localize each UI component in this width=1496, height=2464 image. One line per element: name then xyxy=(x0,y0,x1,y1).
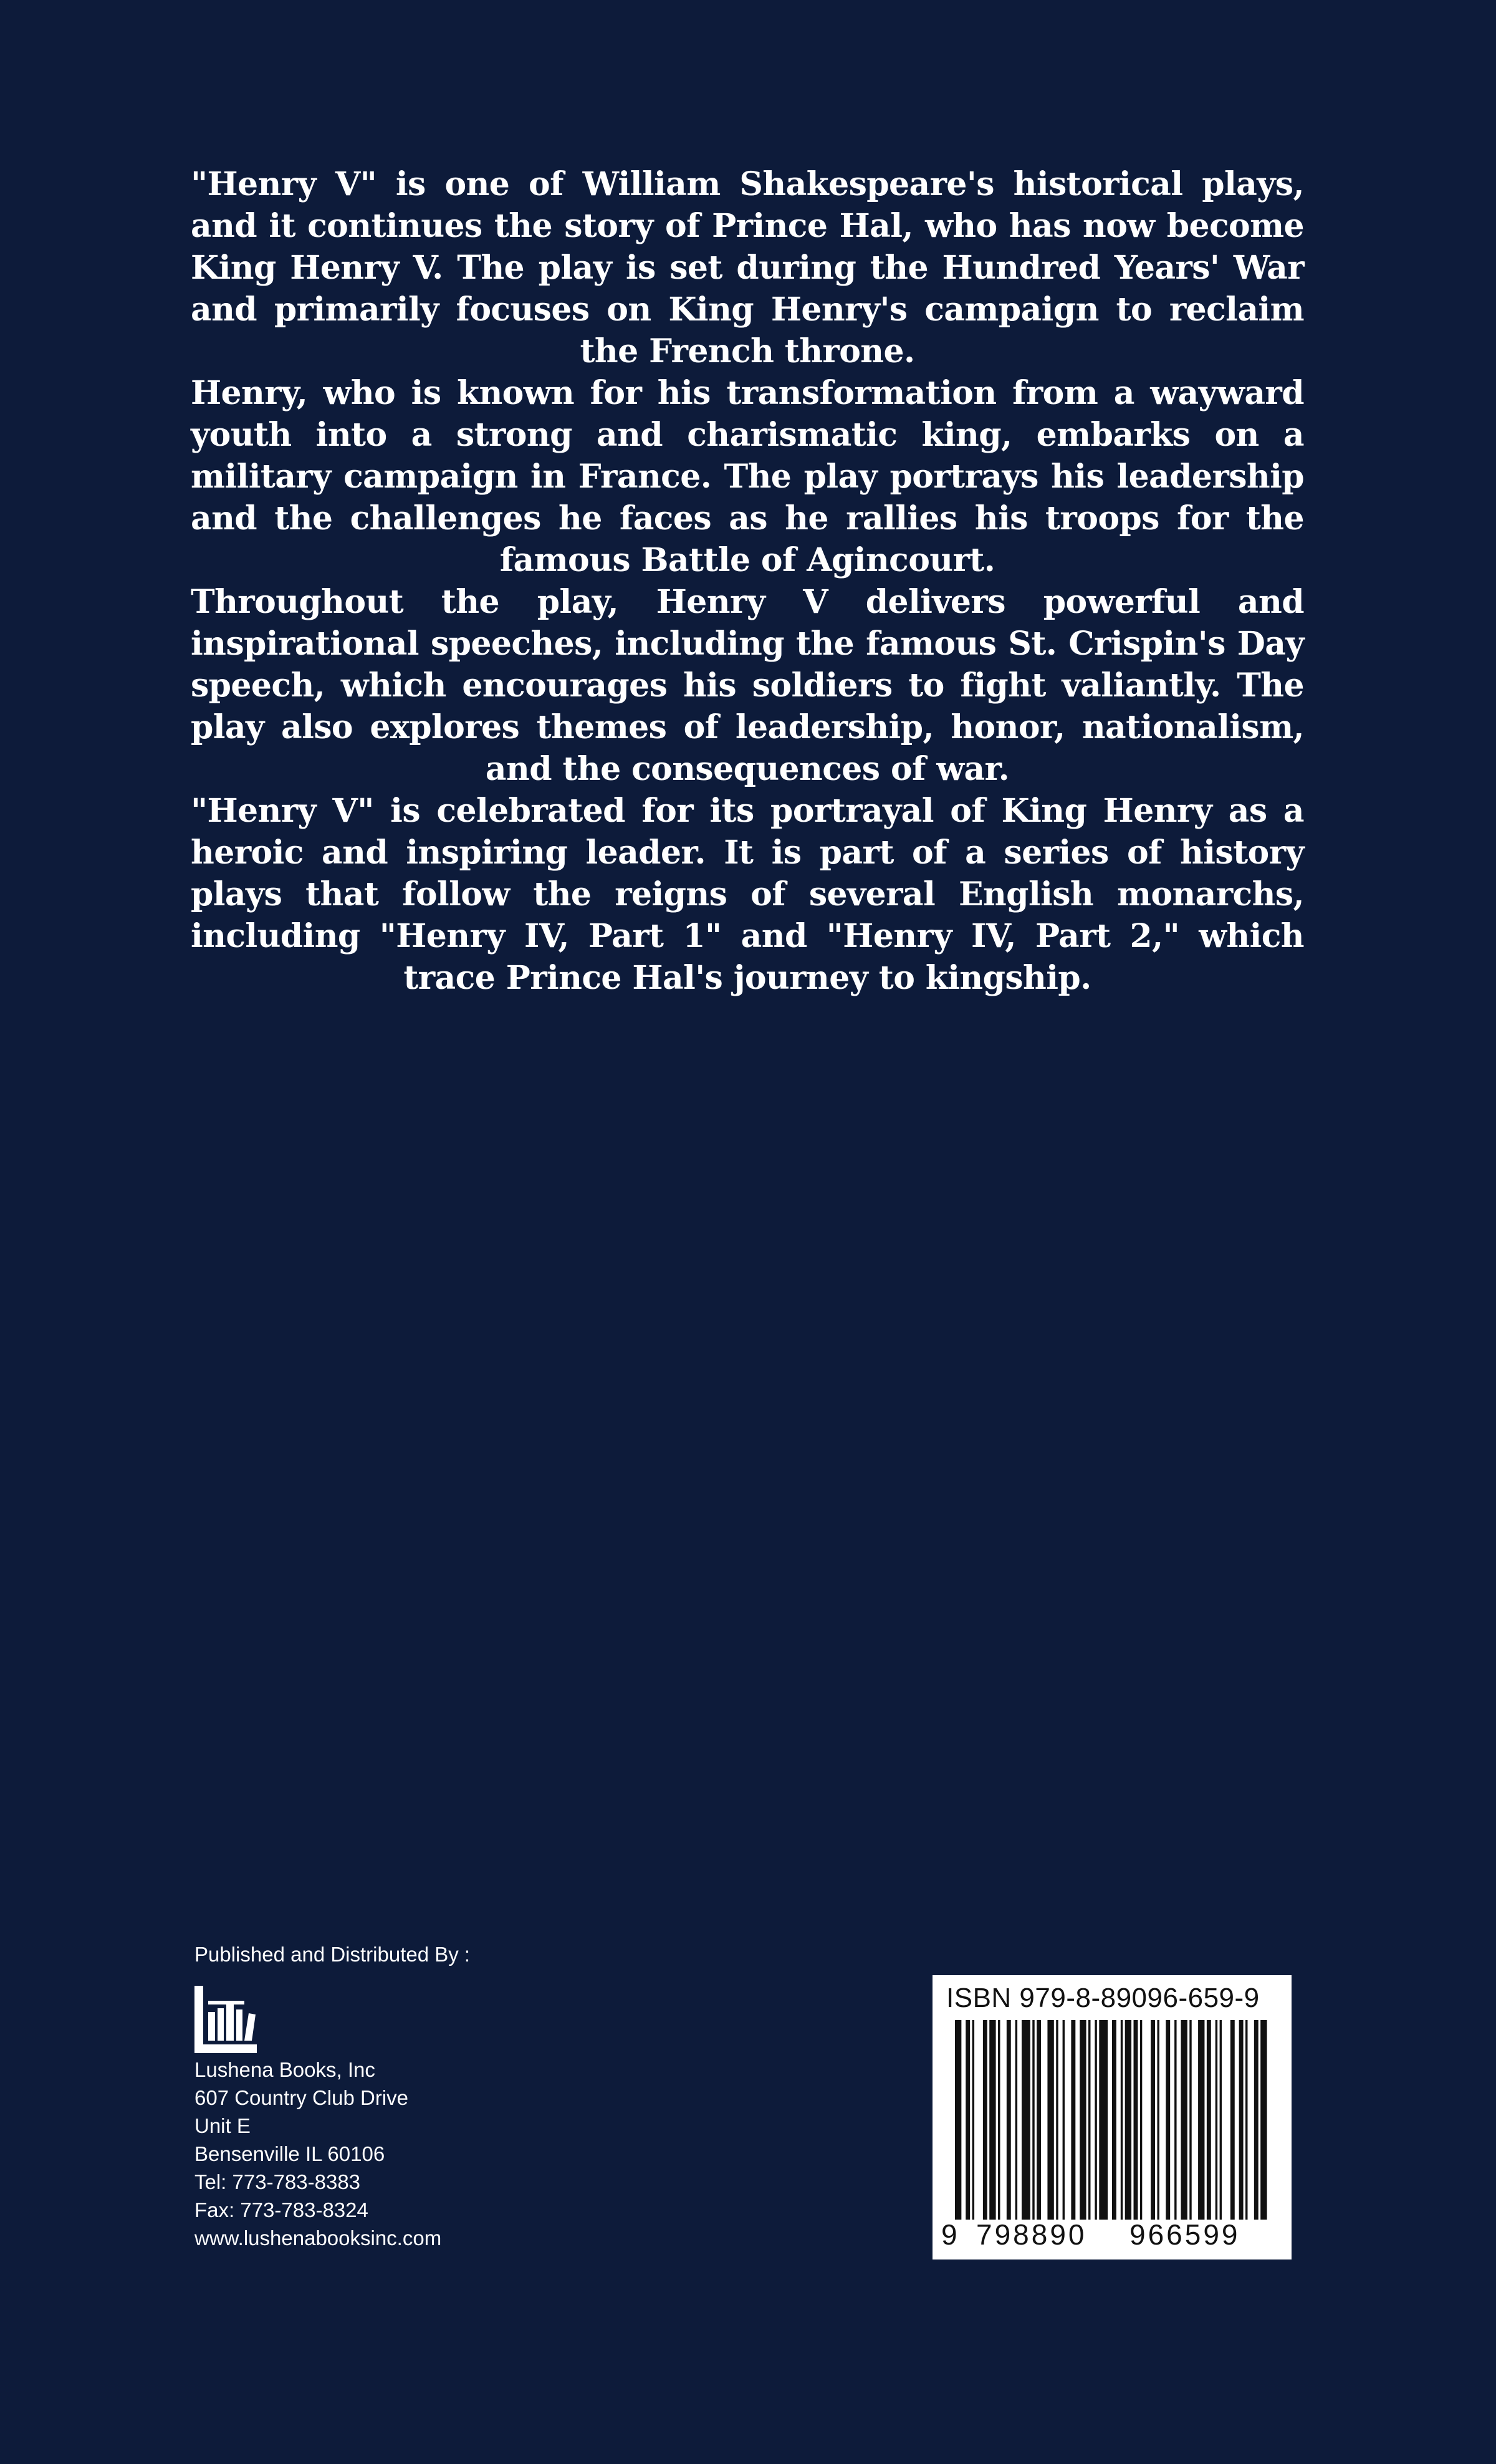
barcode-bar xyxy=(1216,2020,1217,2220)
barcode-bar xyxy=(1140,2020,1142,2220)
barcode-bar xyxy=(998,2020,1000,2220)
barcode-bar xyxy=(1099,2020,1108,2220)
publisher-address-line1: 607 Country Club Drive xyxy=(194,2086,408,2109)
barcode-bar xyxy=(1056,2020,1058,2220)
barcode-bar xyxy=(989,2020,995,2220)
publisher-city: Bensenville IL 60106 xyxy=(194,2142,385,2165)
publisher-info xyxy=(194,1940,631,2252)
barcode-bar xyxy=(1189,2020,1191,2220)
publisher-tel: Tel: 773-783-8383 xyxy=(194,2170,361,2193)
barcode-bar xyxy=(1134,2020,1138,2220)
barcode-bar xyxy=(1254,2020,1259,2220)
publisher-website: www.lushenabooksinc.com xyxy=(194,2226,442,2250)
barcode-bar xyxy=(1112,2020,1116,2220)
barcode-bar xyxy=(983,2020,987,2220)
barcode-bar xyxy=(1095,2020,1096,2220)
barcode-bar xyxy=(1080,2020,1086,2220)
barcode-bar xyxy=(1220,2020,1222,2220)
bookstack-logo-icon xyxy=(194,1986,257,2053)
barcode-digit-group-1: 798890 xyxy=(976,2218,1087,2251)
barcode-bar xyxy=(972,2020,974,2220)
blurb-paragraph-1: "Henry V" is one of William Shakespeare's historical plays, and it continues the story of Prince Hal, who has now become King Henry V. The play is set during the Hundred Years' War and primarily focuses on King Henry's campaign to reclaim the French throne. xyxy=(191,165,1304,370)
barcode-bar xyxy=(1207,2020,1211,2220)
barcode-bar xyxy=(1198,2020,1204,2220)
blurb-paragraph-4: "Henry V" is celebrated for its portrayal of King Henry as a heroic and inspiring leader. It is part of a series of history plays that follow the reigns of several English monarchs, including "Henry IV, Part 1" and "Henry IV, Part 2," which trace Prince Hal's journey to kingship. xyxy=(191,792,1304,997)
isbn-barcode-box xyxy=(933,1975,1292,2259)
barcode-bar xyxy=(1063,2020,1065,2220)
barcode-bar xyxy=(1088,2020,1090,2220)
barcode-bar xyxy=(1015,2020,1017,2220)
barcode-bar xyxy=(1230,2020,1235,2220)
barcode-bar xyxy=(1047,2020,1053,2220)
barcode-bar xyxy=(1239,2020,1244,2220)
barcode-digits xyxy=(933,2216,1292,2253)
book-blurb xyxy=(191,163,1304,999)
barcode-digit-group-2: 966599 xyxy=(1129,2218,1240,2251)
barcode-bar xyxy=(1157,2020,1159,2220)
barcode-bar xyxy=(1174,2020,1176,2220)
barcode-icon xyxy=(955,2020,1269,2220)
barcode-bar xyxy=(1071,2020,1075,2220)
blurb-paragraph-2: Henry, who is known for his transformation from a wayward youth into a strong and charismatic king, embarks on a military campaign in France. The play portrays his leadership and the challenges he faces as he rallies his troops for the famous Battle of Agincourt. xyxy=(191,374,1304,579)
barcode-bar xyxy=(1022,2020,1030,2220)
barcode-bar xyxy=(1032,2020,1034,2220)
barcode-bar xyxy=(1260,2020,1267,2220)
publisher-address-line2: Unit E xyxy=(194,2114,251,2137)
barcode-bar xyxy=(966,2020,970,2220)
publisher-fax: Fax: 773-783-8324 xyxy=(194,2198,368,2221)
publisher-heading: Published and Distributed By : xyxy=(194,1943,471,1966)
barcode-lead-digit: 9 xyxy=(941,2218,957,2251)
barcode-bar xyxy=(1007,2020,1011,2220)
blurb-paragraph-3: Throughout the play, Henry V delivers powerful and inspirational speeches, including the famous St. Crispin's Day speech, which encourages his soldiers to fight valiantly. The play also explores themes of leadership, honor, nationalism, and the consequences of war. xyxy=(191,583,1304,788)
barcode-bar xyxy=(1121,2020,1123,2220)
barcode-bar xyxy=(1037,2020,1041,2220)
barcode-bar xyxy=(1245,2020,1247,2220)
barcode-bar xyxy=(1125,2020,1131,2220)
barcode-bar xyxy=(1181,2020,1187,2220)
barcode-bar xyxy=(1166,2020,1170,2220)
barcode-bar xyxy=(955,2020,961,2220)
publisher-name: Lushena Books, Inc xyxy=(194,2058,375,2081)
barcode-bar xyxy=(1151,2020,1155,2220)
isbn-label: ISBN 979-8-89096-659-9 xyxy=(946,1983,1260,2013)
